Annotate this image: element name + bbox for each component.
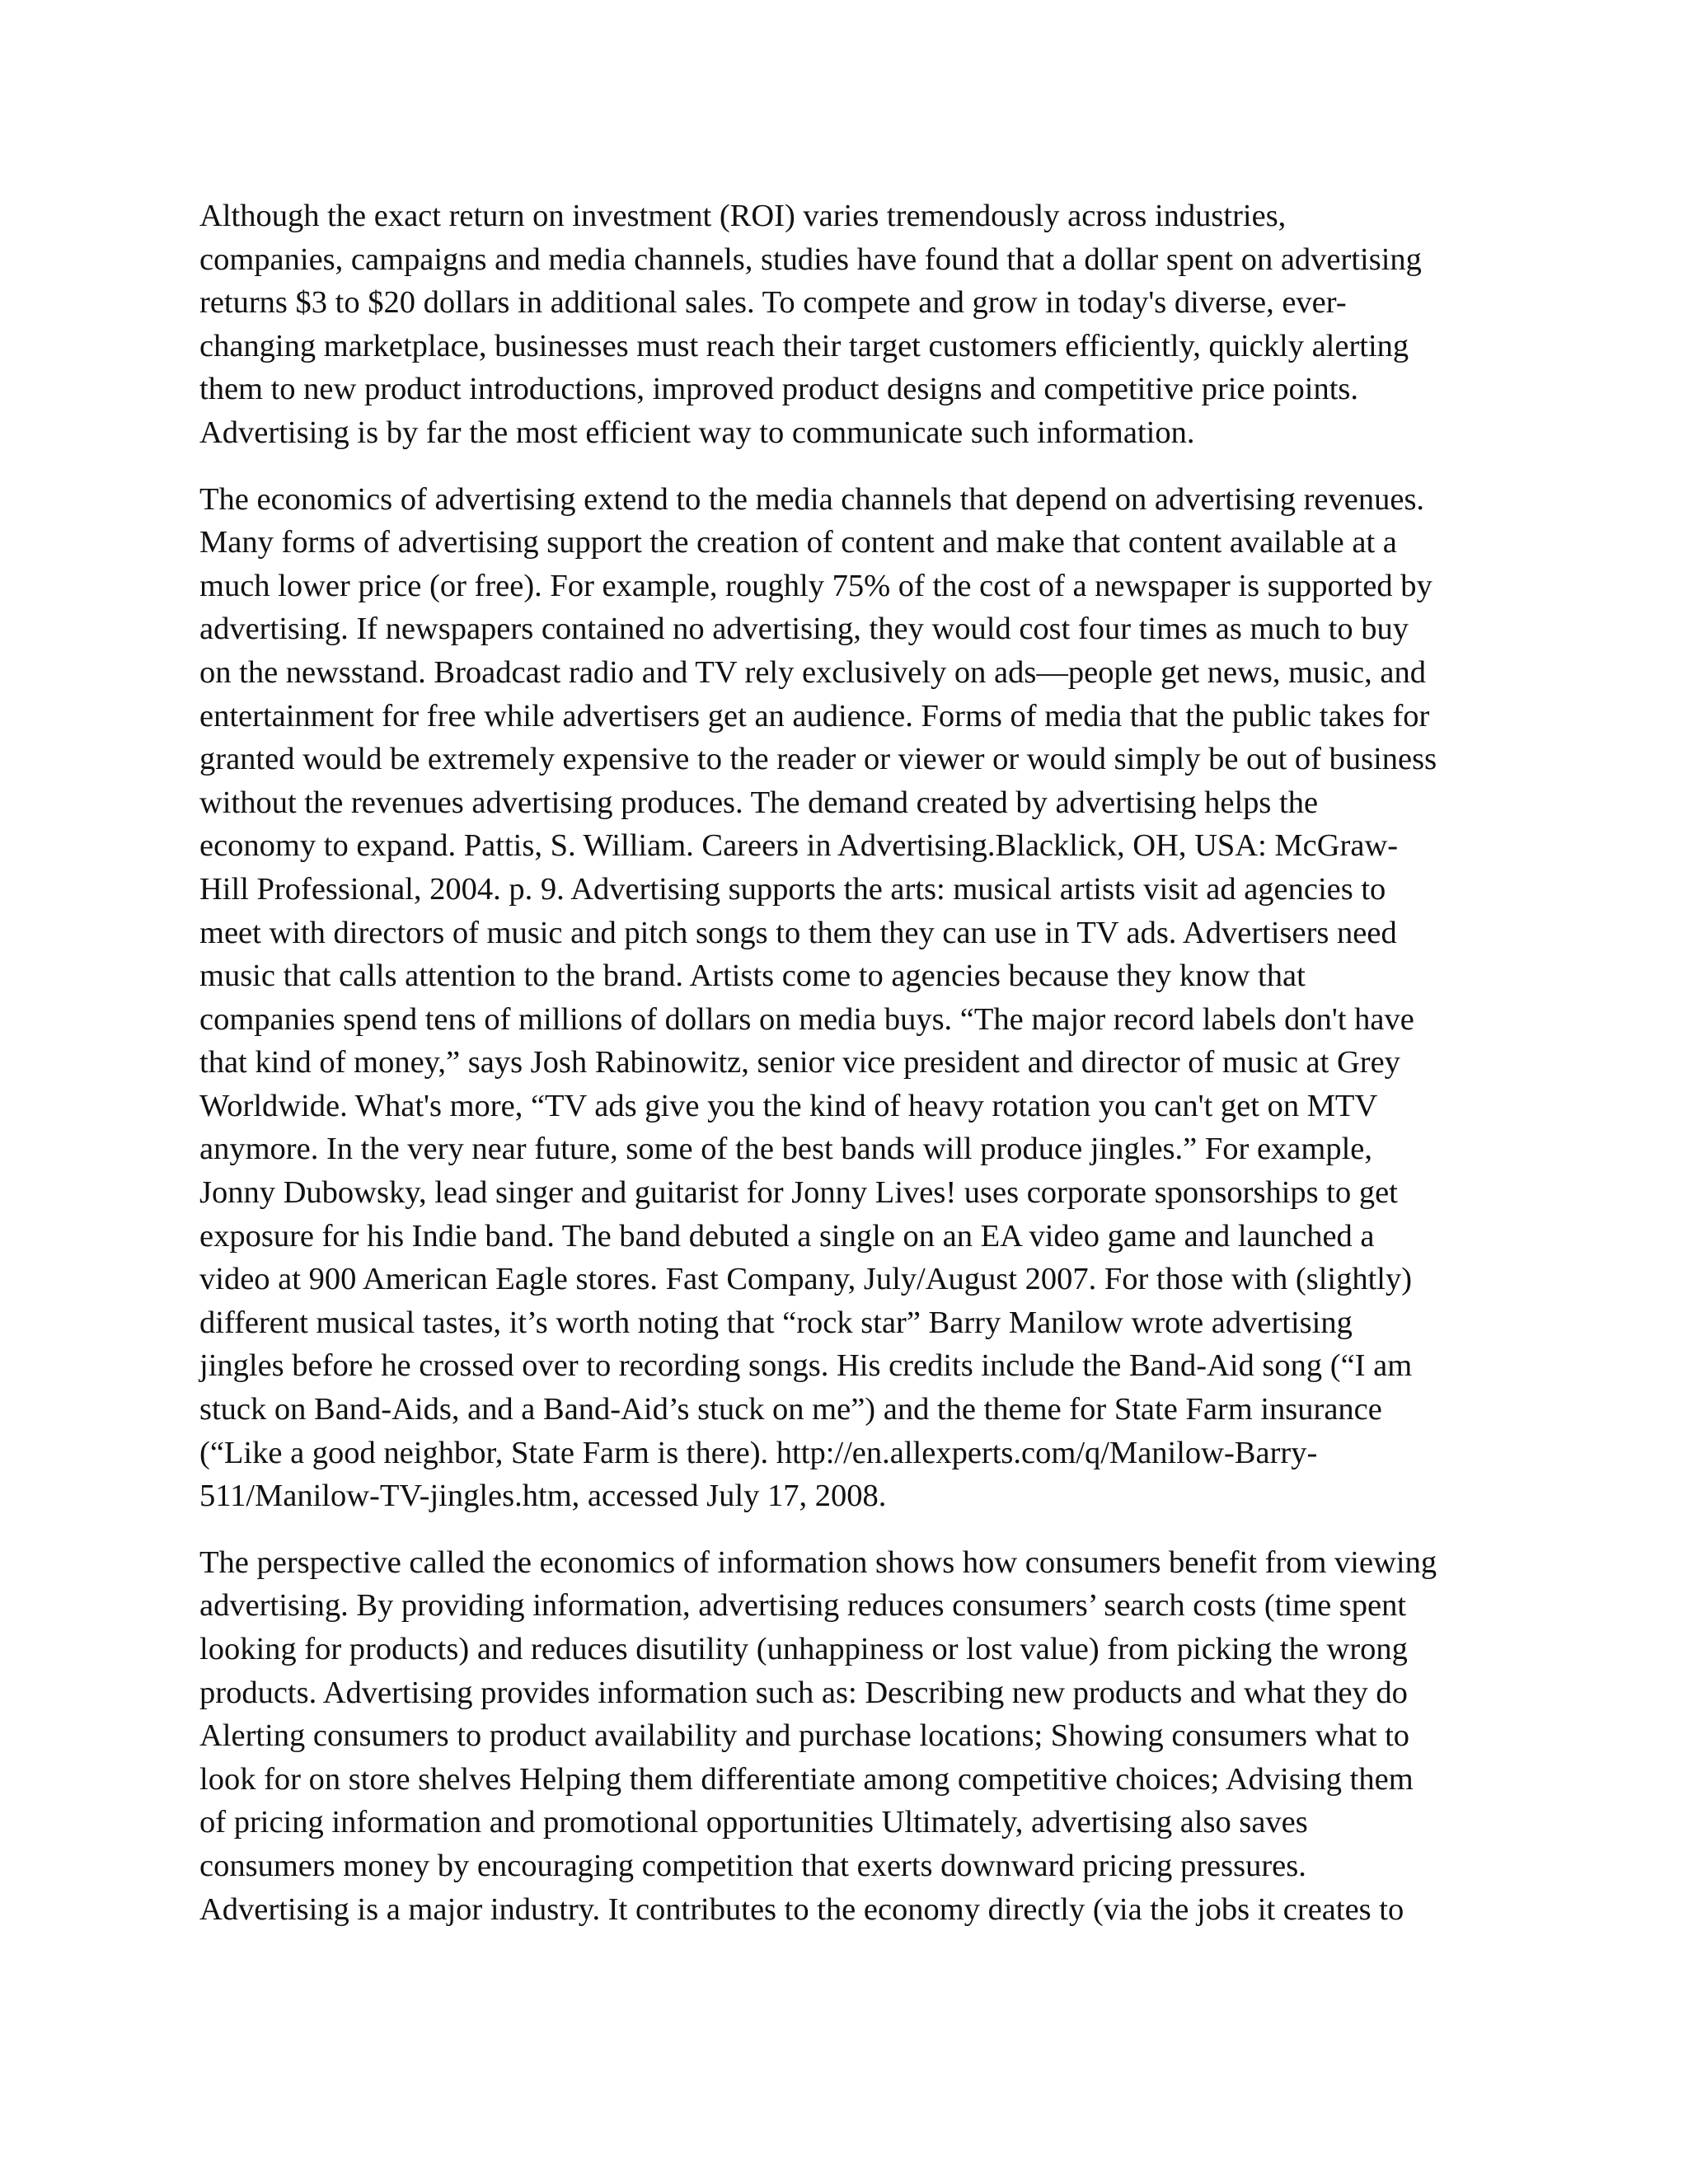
text-line: (“Like a good neighbor, State Farm is there). http://en.allexperts.com/q/Manilow-Barry- — [199, 1435, 1318, 1470]
text-line: meet with directors of music and pitch songs to them they can use in TV ads. Advertisers need — [199, 915, 1397, 950]
text-line: music that calls attention to the brand. Artists come to agencies because they know that — [199, 958, 1306, 994]
text-line: Hill Professional, 2004. p. 9. Advertising supports the arts: musical artists visit ad agencies to — [199, 871, 1386, 907]
text-line: companies spend tens of millions of dollars on media buys. “The major record labels don't have — [199, 1001, 1414, 1037]
text-line: returns $3 to $20 dollars in additional sales. To compete and grow in today's diverse, ever- — [199, 285, 1347, 321]
text-line: of pricing information and promotional opportunities Ultimately, advertising also saves — [199, 1805, 1308, 1840]
text-line: without the revenues advertising produces. The demand created by advertising helps the — [199, 785, 1319, 820]
paragraph-economics-of-information — [199, 1541, 1502, 1931]
text-line: advertising. If newspapers contained no advertising, they would cost four times as much to buy — [199, 612, 1409, 647]
paragraph-media-economics — [199, 478, 1502, 1518]
text-line: The economics of advertising extend to the media channels that depend on advertising revenues. — [199, 481, 1425, 517]
text-line: products. Advertising provides information such as: Describing new products and what they do — [199, 1675, 1408, 1710]
text-line: anymore. In the very near future, some of the best bands will produce jingles.” For example, — [199, 1132, 1372, 1167]
text-line: jingles before he crossed over to recording songs. His credits include the Band-Aid song (“I am — [199, 1348, 1413, 1384]
text-line: on the newsstand. Broadcast radio and TV rely exclusively on ads—people get news, music, and — [199, 654, 1426, 690]
text-line: Although the exact return on investment (ROI) varies tremendously across industries, — [199, 199, 1287, 233]
text-line: entertainment for free while advertisers get an audience. Forms of media that the public takes for — [199, 698, 1430, 733]
text-line: 511/Manilow-TV-jingles.htm, accessed July 17, 2008. — [199, 1479, 887, 1514]
text-line: looking for products) and reduces disutility (unhappiness or lost value) from picking the wrong — [199, 1632, 1408, 1666]
text-line: exposure for his Indie band. The band debuted a single on an EA video game and launched a — [199, 1218, 1375, 1254]
text-line: that kind of money,” says Josh Rabinowitz, senior vice president and director of music at Grey — [199, 1045, 1400, 1080]
text-line: stuck on Band-Aids, and a Band-Aid’s stuck on me”) and the theme for State Farm insurance — [199, 1392, 1382, 1427]
text-line: Worldwide. What's more, “TV ads give you the kind of heavy rotation you can't get on MTV — [199, 1088, 1378, 1123]
text-line: Advertising is by far the most efficient way to communicate such information. — [199, 415, 1195, 450]
paragraph-roi — [199, 194, 1502, 455]
text-line: advertising. By providing information, advertising reduces consumers’ search costs (time spent — [199, 1588, 1407, 1624]
text-line: granted would be extremely expensive to the reader or viewer or would simply be out of business — [199, 742, 1437, 777]
text-line: them to new product introductions, improved product designs and competitive price points. — [199, 372, 1359, 407]
text-line: look for on store shelves Helping them differentiate among competitive choices; Advising them — [199, 1761, 1414, 1797]
text-line: Advertising is a major industry. It contributes to the economy directly (via the jobs it creates to — [199, 1891, 1404, 1927]
text-line: different musical tastes, it’s worth noting that “rock star” Barry Manilow wrote advertising — [199, 1305, 1353, 1340]
document-body — [199, 194, 1502, 1954]
text-line: Jonny Dubowsky, lead singer and guitarist for Jonny Lives! uses corporate sponsorships to get — [199, 1175, 1398, 1211]
text-line: economy to expand. Pattis, S. William. Careers in Advertising.Blacklick, OH, USA: McGraw- — [199, 828, 1399, 864]
text-line: much lower price (or free). For example, roughly 75% of the cost of a newspaper is supported by — [199, 568, 1432, 603]
text-line: consumers money by encouraging competition that exerts downward pricing pressures. — [199, 1848, 1306, 1883]
text-line: video at 900 American Eagle stores. Fast Company, July/August 2007. For those with (slightly) — [199, 1262, 1413, 1297]
text-line: companies, campaigns and media channels, studies have found that a dollar spent on advertising — [199, 241, 1422, 277]
text-line: Many forms of advertising support the creation of content and make that content available at a — [199, 525, 1397, 560]
text-line: Alerting consumers to product availability and purchase locations; Showing consumers what to — [199, 1718, 1410, 1754]
text-line: changing marketplace, businesses must reach their target customers efficiently, quickly alerting — [199, 328, 1409, 363]
text-line: The perspective called the economics of information shows how consumers benefit from viewing — [199, 1544, 1437, 1580]
